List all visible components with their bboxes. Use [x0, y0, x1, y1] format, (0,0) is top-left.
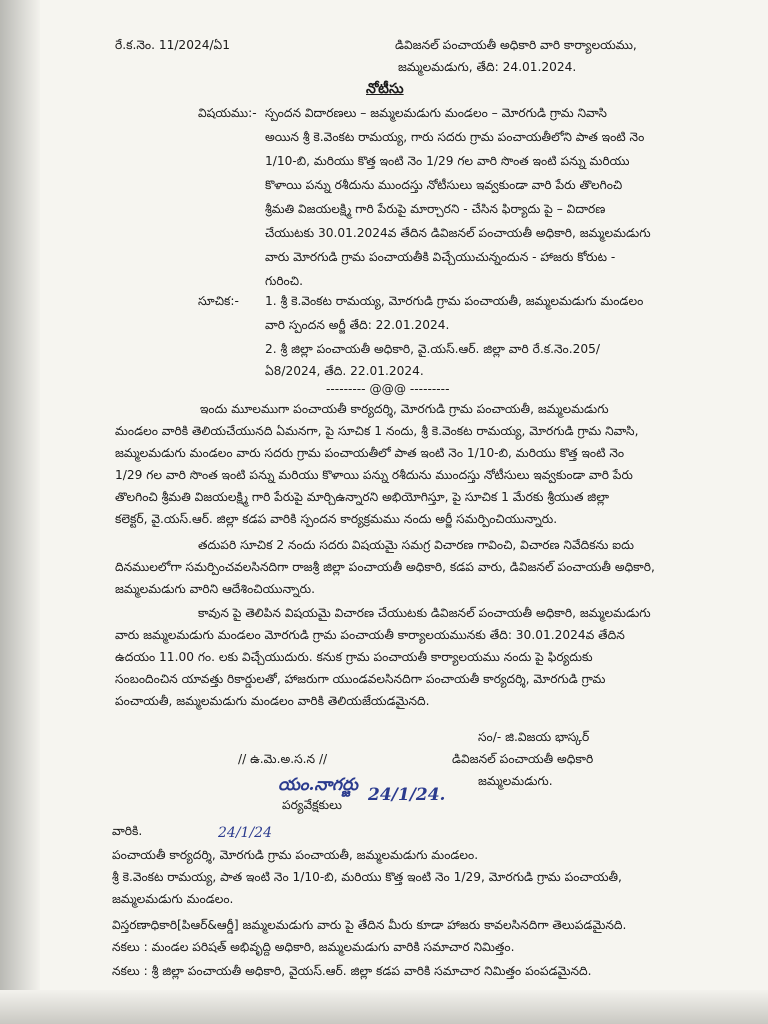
scan-shadow-bottom — [0, 990, 768, 1024]
margin-initial: 24/1/24 — [218, 825, 272, 841]
body-line: కావున పై తెలిపిన విషయమై విచారణ చేయుటకు డివిజనల్ పంచాయతీ అధికారి, జమ్మలమడుగు — [198, 606, 651, 620]
subject-line: కొళాయి పన్ను రశీదును ముందస్తు నోటీసులు ఇవ్వకుండా వారి పేరు తొలగించి — [265, 178, 623, 192]
body-line: ఉదయం 11.00 గం. లకు విచ్చేయుదురు. కనుక గ్రామ పంచాయతీ కార్యాలయము నందు పై ఫిర్యదుకు — [115, 650, 593, 664]
body-line: 1/29 గల వారి సొంత ఇంటి పన్ను మరియు కొళాయి పన్ను రశీదును ముందస్తు నోటీసులు ఇవ్వకుండా వారి పేరు — [115, 468, 633, 482]
body-line: పంచాయతీ, జమ్మలమడుగు మండలం వారికి తెలియజేయడమైనది. — [115, 694, 430, 708]
reference-line: వారి స్పందన అర్జీ తేది: 22.01.2024. — [265, 318, 450, 332]
document-title: నోటీసు — [366, 81, 404, 97]
subject-line: అయిన శ్రీ కె.వెంకట రామయ్య, గారు సదరు గ్రామ పంచాయతీలోని పాత ఇంటి నెం — [265, 130, 645, 144]
place-date: జమ్మలమడుగు, తేది: 24.01.2024. — [398, 60, 577, 74]
scan-shadow-left — [0, 0, 40, 1024]
copy-line: నకలు : శ్రీ జిల్లా పంచాయతీ అధికారి, వైయస్.ఆర్. జిల్లా కడప వారికి సమాచార నిమిత్తం పంపడమైనది. — [112, 964, 592, 978]
reference-line: ఏ8/2024, తేది. 22.01.2024. — [265, 364, 424, 378]
distribution-line: విస్తరణాధికారి[పిఆర్&ఆర్డీ] జమ్మలమడుగు వారు పై తేదిన మీరు కూడా హాజరు కావలసినదిగా తెలుపడమైనది. — [112, 918, 627, 932]
reference-number: రే.క.నెం. 11/2024/ఏ1 — [115, 38, 230, 52]
reference-line: 2. శ్రీ జిల్లా పంచాయతీ అధికారి, వై.యస్.ఆర్. జిల్లా వారి రే.క.నెం.205/ — [265, 342, 600, 356]
subject-line: గురించి. — [265, 274, 303, 288]
section-separator: --------- @@@ --------- — [326, 382, 450, 396]
body-line: తదుపరి సూచిక 2 నందు సదరు విషయమై సమగ్ర విచారణ గావించి, విచారణ నివేదికను ఐదు — [198, 538, 634, 552]
body-line: కలెక్టర్, వై.యస్.ఆర్. జిల్లా కడప వారికి స్పందన కార్యక్రమము నందు అర్జీ సమర్పించియున్నారు. — [115, 512, 558, 526]
handwritten-supervisor-name: యం.నాగర్జు — [278, 775, 358, 795]
subject-line: స్పందన విదారణలు – జమ్మలమడుగు మండలం – మోరగుడి గ్రామ నివాసి — [265, 106, 607, 120]
distribution-line: పంచాయతీ కార్యదర్శి, మోరగుడి గ్రామ పంచాయతీ, జమ్మలమడుగు మండలం. — [112, 848, 479, 862]
signed-by: సం/- జి.విజయ భాస్కర్ — [478, 730, 590, 744]
subject-line: చేయుటకు 30.01.2024వ తేదిన డివిజనల్ పంచాయతీ అధికారి, జమ్మలమడుగు — [265, 226, 651, 240]
handwritten-date: 24/1/24. — [368, 785, 446, 805]
distribution-line: జమ్మలమడుగు మండలం. — [112, 892, 234, 906]
signatory-place: జమ్మలమడుగు. — [478, 774, 553, 788]
body-line: మండలం వారికి తెలియచేయునది ఏమనగా, పై సూచిక 1 నందు, శ్రీ కె.వెంకట రామయ్య, మోరగుడి గ్రామ నివాసి, — [115, 424, 639, 438]
subject-line: వారు మోరగుడి గ్రామ పంచాయతీకి విచ్చేయుచున్నందున - హాజరు కోరుట - — [265, 250, 616, 264]
body-line: తొలగించి శ్రీమతి విజయలక్ష్మి గారి పేరుపై మార్చిఉన్నారని అభియోగిస్తూ, పై సూచిక 1 మేరకు శ్రీయుత జిల్లా — [115, 490, 609, 504]
reference-line: 1. శ్రీ కె.వెంకట రామయ్య, మోరగుడి గ్రామ పంచాయతీ, జమ్మలమడుగు మండలం — [265, 294, 644, 308]
body-line: జమ్మలమడుగు వారిని ఆదేశించియున్నారు. — [115, 582, 315, 596]
subject-label: విషయము:- — [198, 106, 257, 120]
body-line: జమ్మలమడుగు మండలం వారు సదరు గ్రామ పంచాయతీలో పాత ఇంటి నెం 1/10-బి, మరియు కొత్త ఇంటి నెం — [115, 446, 625, 460]
true-copy-mark: // ఉ.మె.అ.స.న // — [238, 752, 328, 766]
signatory-designation: డివిజనల్ పంచాయతీ అధికారి — [452, 752, 594, 766]
to-label: వారికి. — [112, 824, 143, 838]
office-name: డివిజనల్ పంచాయతీ అధికారి వారి కార్యాలయము, — [395, 38, 637, 52]
body-line: సంబందించిన యావత్తు రికార్డులతో, హాజరుగా యుండవలసినదిగా పంచాయతీ కార్యదర్శి, మోరగుడి గ్రామ — [115, 672, 606, 686]
subject-line: 1/10-బి, మరియు కొత్త ఇంటి నెం 1/29 గల వారి సొంత ఇంటి పన్ను మరియు — [265, 154, 630, 168]
copy-line: నకలు : మండల పరిషత్ అభివృద్ది అధికారి, జమ్మలమడుగు వారికి సమాచార నిమిత్తం. — [112, 940, 515, 954]
body-line: దినములలోగా సమర్పించవలసినదిగా రాజశ్రీ జిల్లా పంచాయతీ అధికారి, కడప వారు, డివిజనల్ పంచాయతీ అధికారి, — [115, 560, 655, 574]
supervisor-label: పర్యవేక్షకులు — [282, 798, 342, 812]
distribution-line: శ్రీ కె.వెంకట రామయ్య, పాత ఇంటి నెం 1/10-బి, మరియు కొత్త ఇంటి నెం 1/29, మోరగుడి గ్రామ పంచాయతీ, — [112, 870, 622, 884]
body-line: ఇందు మూలముగా పంచాయతీ కార్యదర్శి, మోరగుడి గ్రామ పంచాయతీ, జమ్మలమడుగు — [200, 402, 609, 416]
reference-label: సూచిక:- — [198, 294, 239, 308]
subject-line: శ్రీమతి విజయలక్ష్మి గారి పేరుపై మార్చారని - చేసిన ఫిర్యాదు పై – విదారణ — [265, 202, 606, 216]
body-line: వారు జమ్మలమడుగు మండలం మోరగుడి గ్రామ పంచాయతీ కార్యాలయమునకు తేది: 30.01.2024వ తేదిన — [115, 628, 625, 642]
